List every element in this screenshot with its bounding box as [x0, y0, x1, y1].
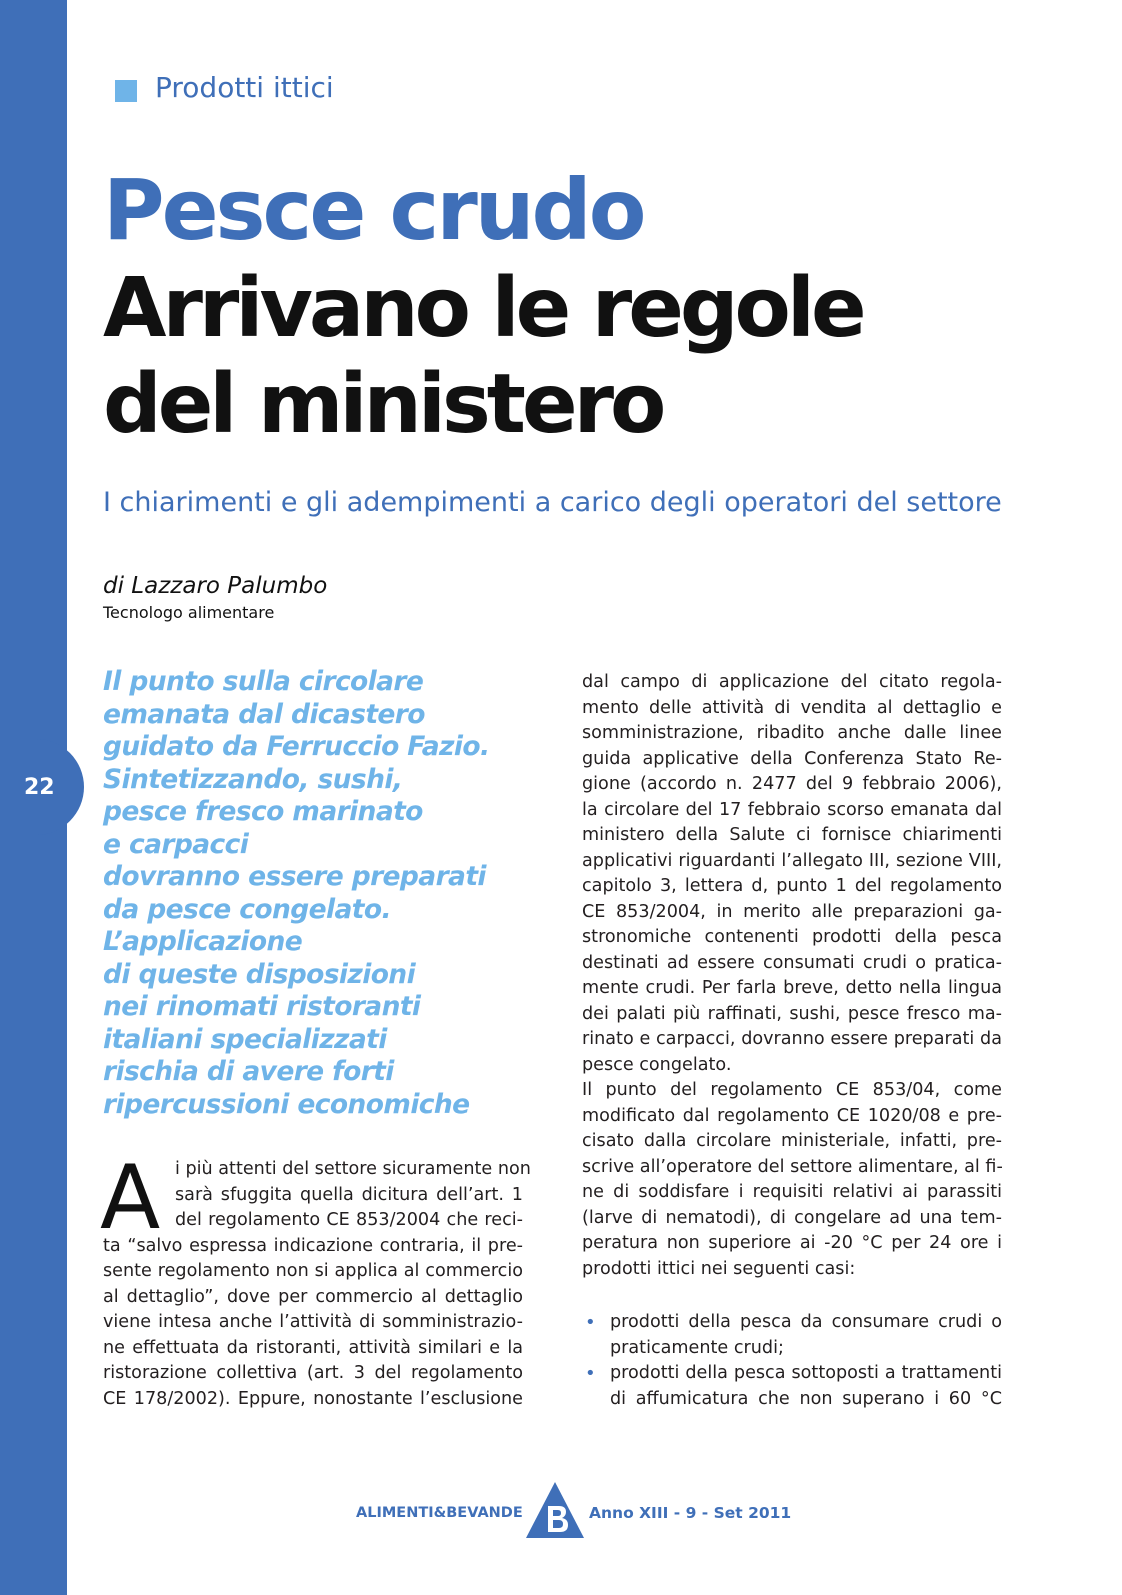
subtitle: I chiarimenti e gli adempimenti a carico degli operatori del settore: [103, 487, 1002, 518]
body-line: ne di soddisfare i requisiti relativi ai parassiti: [582, 1182, 1002, 1202]
bullet-line: prodotti della pesca da consumare crudi o: [610, 1312, 1002, 1332]
body-line: destinati ad essere consumati crudi o pratica-: [582, 952, 1002, 973]
pullquote-line: pesce fresco marinato: [103, 796, 423, 827]
body-line: ristorazione collettiva (art. 3 del regolamento: [103, 1363, 523, 1383]
body-line: ne effettuata da ristoranti, attività similari e la: [103, 1337, 523, 1358]
pullquote-line: da pesce congelato.: [103, 893, 391, 925]
body-line: applicativi riguardanti l’allegato III, sezione VIII,: [582, 850, 1002, 871]
body-line: ministero della Salute ci fornisce chiarimenti: [582, 825, 1002, 845]
body-line: CE 178/2002). Eppure, nonostante l’esclusione: [103, 1388, 523, 1409]
body-line: sarà sfuggita quella dicitura dell’art. 1: [175, 1184, 523, 1205]
body-line: Il punto del regolamento CE 853/04, come: [582, 1080, 1002, 1100]
bullet-line: praticamente crudi;: [610, 1337, 784, 1358]
bullet-dot-icon: •: [585, 1312, 596, 1333]
body-line: la circolare del 17 febbraio scorso emanata dal: [582, 799, 1002, 820]
footer-brand: ALIMENTI&BEVANDE: [356, 1505, 523, 1521]
bullet-line: di affumicatura che non superano i 60 °C: [610, 1388, 1002, 1409]
headline: Pesce crudo: [103, 161, 644, 259]
bullet-item: [582, 1310, 1002, 1361]
pullquote-line: italiani specializzati: [103, 1023, 387, 1055]
body-line: dal campo di applicazione del citato regola-: [582, 672, 1002, 692]
body-line: somministrazione, ribadito anche dalle linee: [582, 723, 1002, 743]
bullet-item: [582, 1361, 1002, 1412]
pullquote-line: ripercussioni economiche: [103, 1088, 470, 1120]
triangle-b-logo-icon: [526, 1482, 584, 1538]
byline: di Lazzaro Palumbo: [103, 573, 328, 599]
section-label: Prodotti ittici: [155, 71, 334, 104]
body-line: capitolo 3, lettera d, punto 1 del regolamento: [582, 876, 1002, 896]
body-line: mente crudi. Per farla breve, detto nella lingua: [582, 978, 1002, 998]
page-number-tab: [0, 739, 84, 835]
pullquote-line: rischia di avere forti: [103, 1056, 394, 1087]
body-column-left: [103, 1157, 531, 1412]
bullet-dot-icon: •: [585, 1363, 596, 1384]
pullquote-line: L’applicazione: [103, 926, 303, 957]
body-line: dei palati più raffinati, sushi, pesce fresco ma-: [582, 1003, 1002, 1024]
pullquote-line: Il punto sulla circolare: [103, 666, 424, 697]
author-role: Tecnologo alimentare: [103, 603, 275, 622]
body-line: guida applicative della Conferenza Stato Re-: [582, 748, 1002, 769]
body-line: modificato dal regolamento CE 1020/08 e pre-: [582, 1105, 1002, 1126]
body-line: cisato dalla circolare ministeriale, infatti, pre-: [582, 1131, 1002, 1151]
body-line: pesce congelato.: [582, 1054, 732, 1075]
body-line: prodotti ittici nei seguenti casi:: [582, 1258, 856, 1279]
body-line: al dettaglio”, dove per commercio al dettaglio: [103, 1286, 523, 1307]
footer-issue: Anno XIII - 9 - Set 2011: [589, 1504, 792, 1522]
pullquote-line: nei rinomati ristoranti: [103, 991, 421, 1022]
body-line: mento delle attività di vendita al dettaglio e: [582, 697, 1002, 718]
pullquote-line: Sintetizzando, sushi,: [103, 763, 403, 795]
body-line: CE 853/2004, in merito alle preparazioni ga-: [582, 901, 1002, 922]
body-line: del regolamento CE 853/2004 che reci-: [175, 1210, 523, 1230]
pullquote-line: guidato da Ferruccio Fazio.: [103, 731, 490, 762]
drop-cap: A: [100, 1146, 161, 1249]
pullquote-line: emanata dal dicastero: [103, 698, 425, 730]
body-line: stronomiche contenenti prodotti della pesca: [582, 927, 1002, 947]
body-line: viene intesa anche l’attività di somministrazio-: [103, 1312, 523, 1332]
pullquote-line: di queste disposizioni: [103, 958, 416, 990]
bullet-list: [582, 1310, 1002, 1412]
title-line: del ministero: [103, 357, 663, 452]
body-line: gione (accordo n. 2477 del 9 febbraio 2006),: [582, 774, 1002, 794]
body-line: sente regolamento non si applica al commercio: [103, 1261, 523, 1281]
body-line: peratura non superiore ai -20 °C per 24 ore i: [582, 1233, 1002, 1253]
pullquote-line: dovranno essere preparati: [103, 861, 486, 892]
pullquote: [103, 666, 543, 1121]
body-line: (larve di nematodi), di congelare ad una tem-: [582, 1207, 1002, 1228]
body-line: rinato e carpacci, dovranno essere preparati da: [582, 1029, 1002, 1049]
body-line: ta “salvo espressa indicazione contraria, il pre-: [103, 1235, 523, 1256]
pullquote-line: e carpacci: [103, 828, 249, 860]
body-column-right: [582, 670, 1002, 1282]
body-line: i più attenti del settore sicuramente non: [175, 1159, 531, 1179]
bullet-line: prodotti della pesca sottoposti a trattamenti: [610, 1363, 1002, 1383]
body-line: scrive all’operatore del settore alimentare, al fi-: [582, 1156, 1003, 1177]
title-line: Arrivano le regole: [103, 261, 863, 356]
page-number: 22: [24, 774, 55, 800]
section-square-icon: [115, 80, 137, 102]
